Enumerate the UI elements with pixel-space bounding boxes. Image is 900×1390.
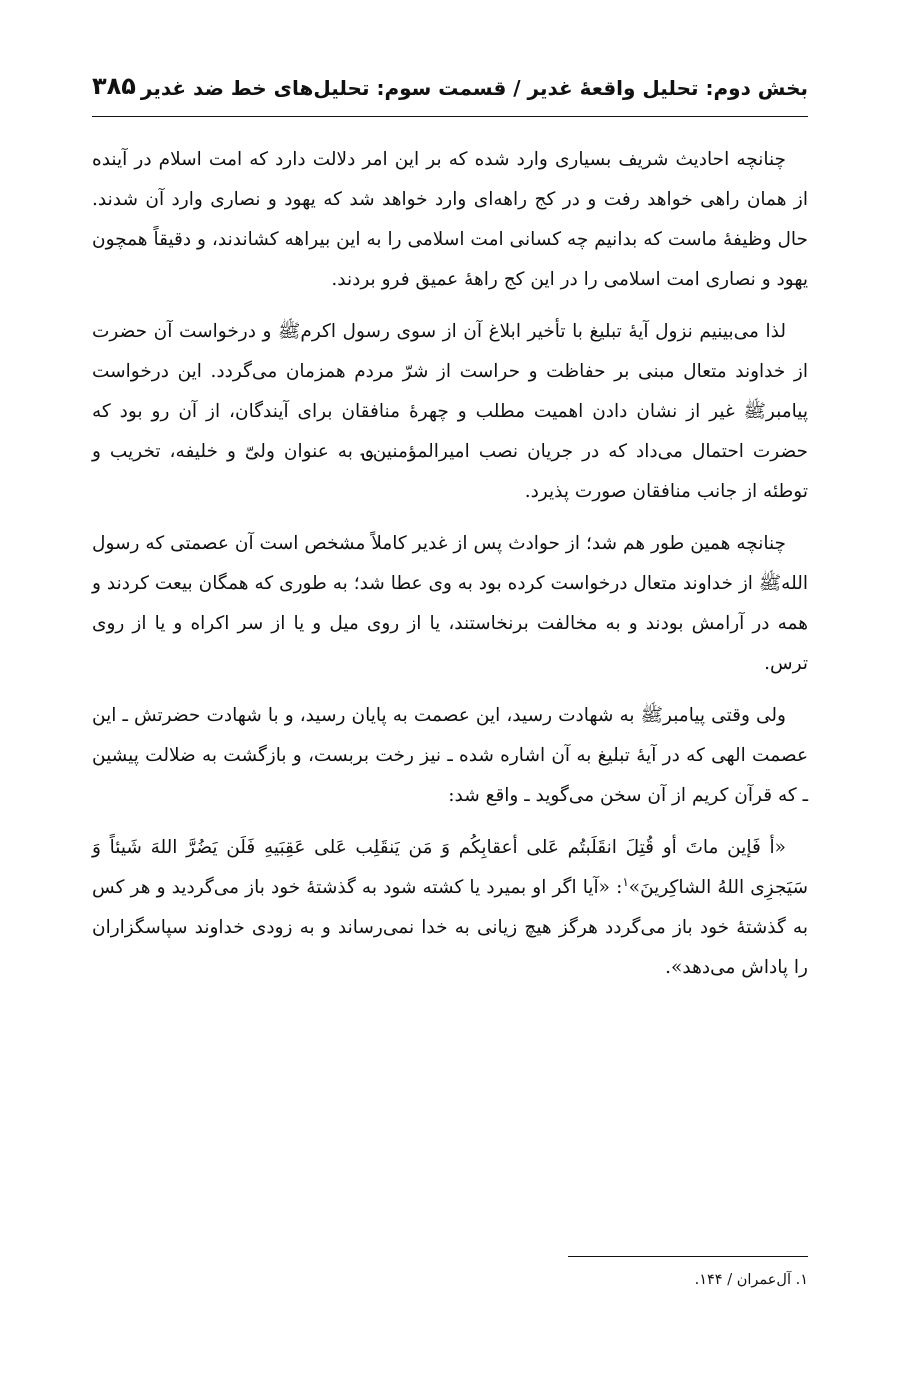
book-page <box>92 0 808 1390</box>
running-header <box>92 70 808 117</box>
footnote-reference: ۱ <box>622 874 629 889</box>
body-text <box>92 140 808 1000</box>
page-number: ۳۸۵ <box>92 72 136 100</box>
footnote-divider <box>568 1256 808 1257</box>
quote-paragraph <box>92 828 808 988</box>
header-title: بخش دوم: تحلیل واقعهٔ غدیر / قسمت سوم: تحلیل‌های خط ضد غدیر <box>140 76 808 100</box>
footnote: ۱. آل‌عمران / ۱۴۴. <box>694 1272 808 1288</box>
verse-translation: : «آیا اگر او بمیرد یا کشته شود به گذشتهٔ خود باز می‌گردید و هر کس به گذشتهٔ خود باز می‌گردد هرگز هیچ زیانی به خدا نمی‌رساند و به زودی خداوند سپاسگزاران را پاداش می‌دهد». <box>92 877 808 978</box>
paragraph-3: چنانچه همین طور هم شد؛ از حوادث پس از غدیر کاملاً مشخص است آن عصمتی که رسول اللهﷺ از خداوند متعال درخواست کرده بود به وی عطا شد؛ به طوری که همگان بیعت کردند و همه در آرامش بودند و به مخالفت برنخاستند، یا از روی میل و یا از سر اکراه و یا از روی ترس. <box>92 533 808 674</box>
quran-verse: «أ فَإین ماتَ أو قُتِلَ انقَلَبتُم عَلی أعقابِکُم وَ مَن یَنقَلِب عَلی عَقِبَیهِ فَلَن یَضُرَّ اللهَ شَیئاً وَ سَیَجزِی اللهُ الشاکِرینَ» <box>92 837 809 898</box>
paragraph-4: ولی وقتی پیامبرﷺ به شهادت رسید، این عصمت به پایان رسید، و با شهادت حضرتش ـ این عصمت الهی که در آیهٔ تبلیغ به آن اشاره شده ـ نیز رخت بربست، و بازگشت به ضلالت پیشین ـ که قرآن کریم از آن سخن می‌گوید ـ واقع شد: <box>92 705 808 806</box>
paragraph-1: چنانچه احادیث شریف بسیاری وارد شده که بر این امر دلالت دارد که امت اسلام در آینده از همان راهی خواهد رفت و در کج راهه‌ای وارد خواهد شد که یهود و نصاری وارد آن شدند. حال وظیفهٔ ماست که بدانیم چه کسانی امت اسلامی را به این بیراهه کشاندند، و دقیقاً همچون یهود و نصاری امت اسلامی را در این کج راههٔ عمیق فرو بردند. <box>92 149 808 290</box>
paragraph-2: لذا می‌بینیم نزول آیهٔ تبلیغ با تأخیر ابلاغ آن از سوی رسول اکرمﷺ و درخواست آن حضرت از خداوند متعال مبنی بر حفاظت و حراست از شرّ مردم همزمان می‌گردد. این درخواست پیامبرﷺ غیر از نشان دادن اهمیت مطلب و چهرهٔ منافقان برای آیندگان، از آن رو بود که حضرت احتمال می‌داد که در جریان نصب امیرالمؤمنین؈ به عنوان ولیّ و خلیفه، تخریب و توطئه از جانب منافقان صورت پذیرد. <box>92 321 808 502</box>
